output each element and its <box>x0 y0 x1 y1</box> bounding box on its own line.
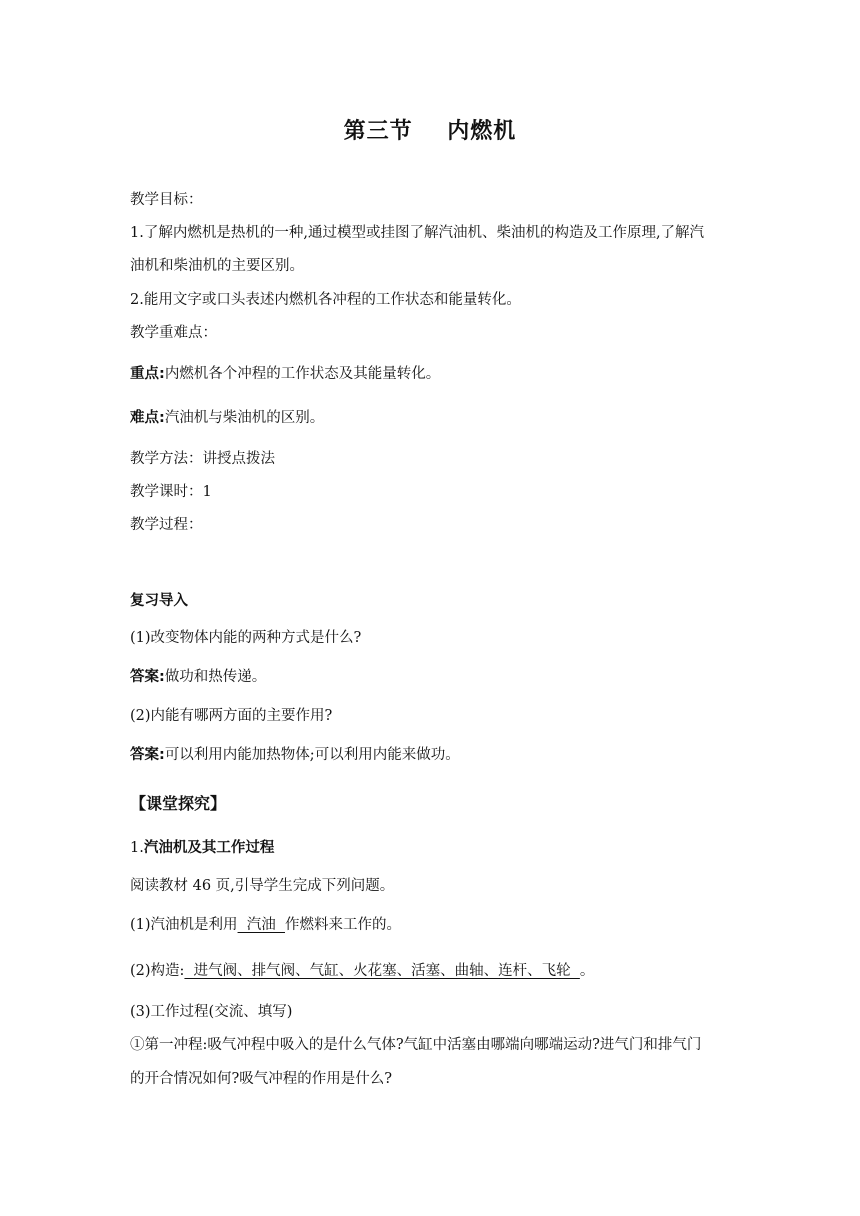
key-points-heading: 教学重难点： <box>130 325 217 341</box>
key-point-label: 重点: <box>130 366 165 382</box>
fill-in-2-answer: 进气阀、排气阀、气缸、火花塞、活塞、曲轴、连杆、飞轮 <box>184 963 580 979</box>
process-heading: 教学过程： <box>130 517 203 533</box>
key-point-text: 内燃机各个冲程的工作状态及其能量转化。 <box>164 366 441 382</box>
review-answer-1 <box>130 667 266 687</box>
classroom-inquiry-heading: 【课堂探究】 <box>130 794 227 813</box>
reading-instruction: 阅读教材 46 页,引导学生完成下列问题。 <box>130 878 395 894</box>
review-question-2: (2)内能有哪两方面的主要作用? <box>130 708 333 724</box>
fill-in-1-suffix: 作燃料来工作的。 <box>284 917 401 933</box>
difficulty-line <box>130 408 324 428</box>
work-process-question: (3)工作过程(交流、填写) <box>130 1004 293 1020</box>
fill-in-2-prefix: (2)构造: <box>130 963 185 979</box>
review-answer-2 <box>130 745 460 765</box>
teaching-hours: 教学课时：1 <box>130 484 212 500</box>
teaching-method: 教学方法：讲授点拨法 <box>130 451 275 467</box>
answer-text: 可以利用内能加热物体;可以利用内能来做功。 <box>164 747 460 763</box>
fill-in-1-answer: 汽油 <box>237 917 285 933</box>
review-question-1: (1)改变物体内能的两种方式是什么? <box>130 630 362 646</box>
objectives-heading: 教学目标： <box>130 192 203 208</box>
subsection-1-heading <box>130 838 274 858</box>
objective-1-line-2: 油机和柴油机的主要区别。 <box>130 258 304 274</box>
key-point-line <box>130 364 440 384</box>
subsection-number: 1. <box>130 840 144 856</box>
answer-text: 做功和热传递。 <box>164 669 267 685</box>
answer-label: 答案: <box>130 747 165 763</box>
stroke-1-line-2: 的开合情况如何?吸气冲程的作用是什么? <box>130 1071 393 1087</box>
fill-in-1-prefix: (1)汽油机是利用 <box>130 917 238 933</box>
stroke-1-line-1: ①第一冲程:吸气冲程中吸入的是什么气体?气缸中活塞由哪端向哪端运动?进气门和排气门 <box>130 1037 702 1053</box>
difficulty-label: 难点: <box>130 410 165 426</box>
difficulty-text: 汽油机与柴油机的区别。 <box>164 410 325 426</box>
fill-in-2-suffix: 。 <box>579 963 595 979</box>
answer-label: 答案: <box>130 669 165 685</box>
subsection-title: 汽油机及其工作过程 <box>143 840 275 856</box>
fill-in-1 <box>130 915 401 935</box>
fill-in-2 <box>130 961 594 981</box>
review-heading: 复习导入 <box>130 593 188 609</box>
page-title: 第三节 内燃机 <box>343 119 517 144</box>
objective-2: 2.能用文字或口头表述内燃机各冲程的工作状态和能量转化。 <box>130 292 521 308</box>
objective-1-line-1: 1.了解内燃机是热机的一种,通过模型或挂图了解汽油机、柴油机的构造及工作原理,了解汽 <box>130 225 705 241</box>
